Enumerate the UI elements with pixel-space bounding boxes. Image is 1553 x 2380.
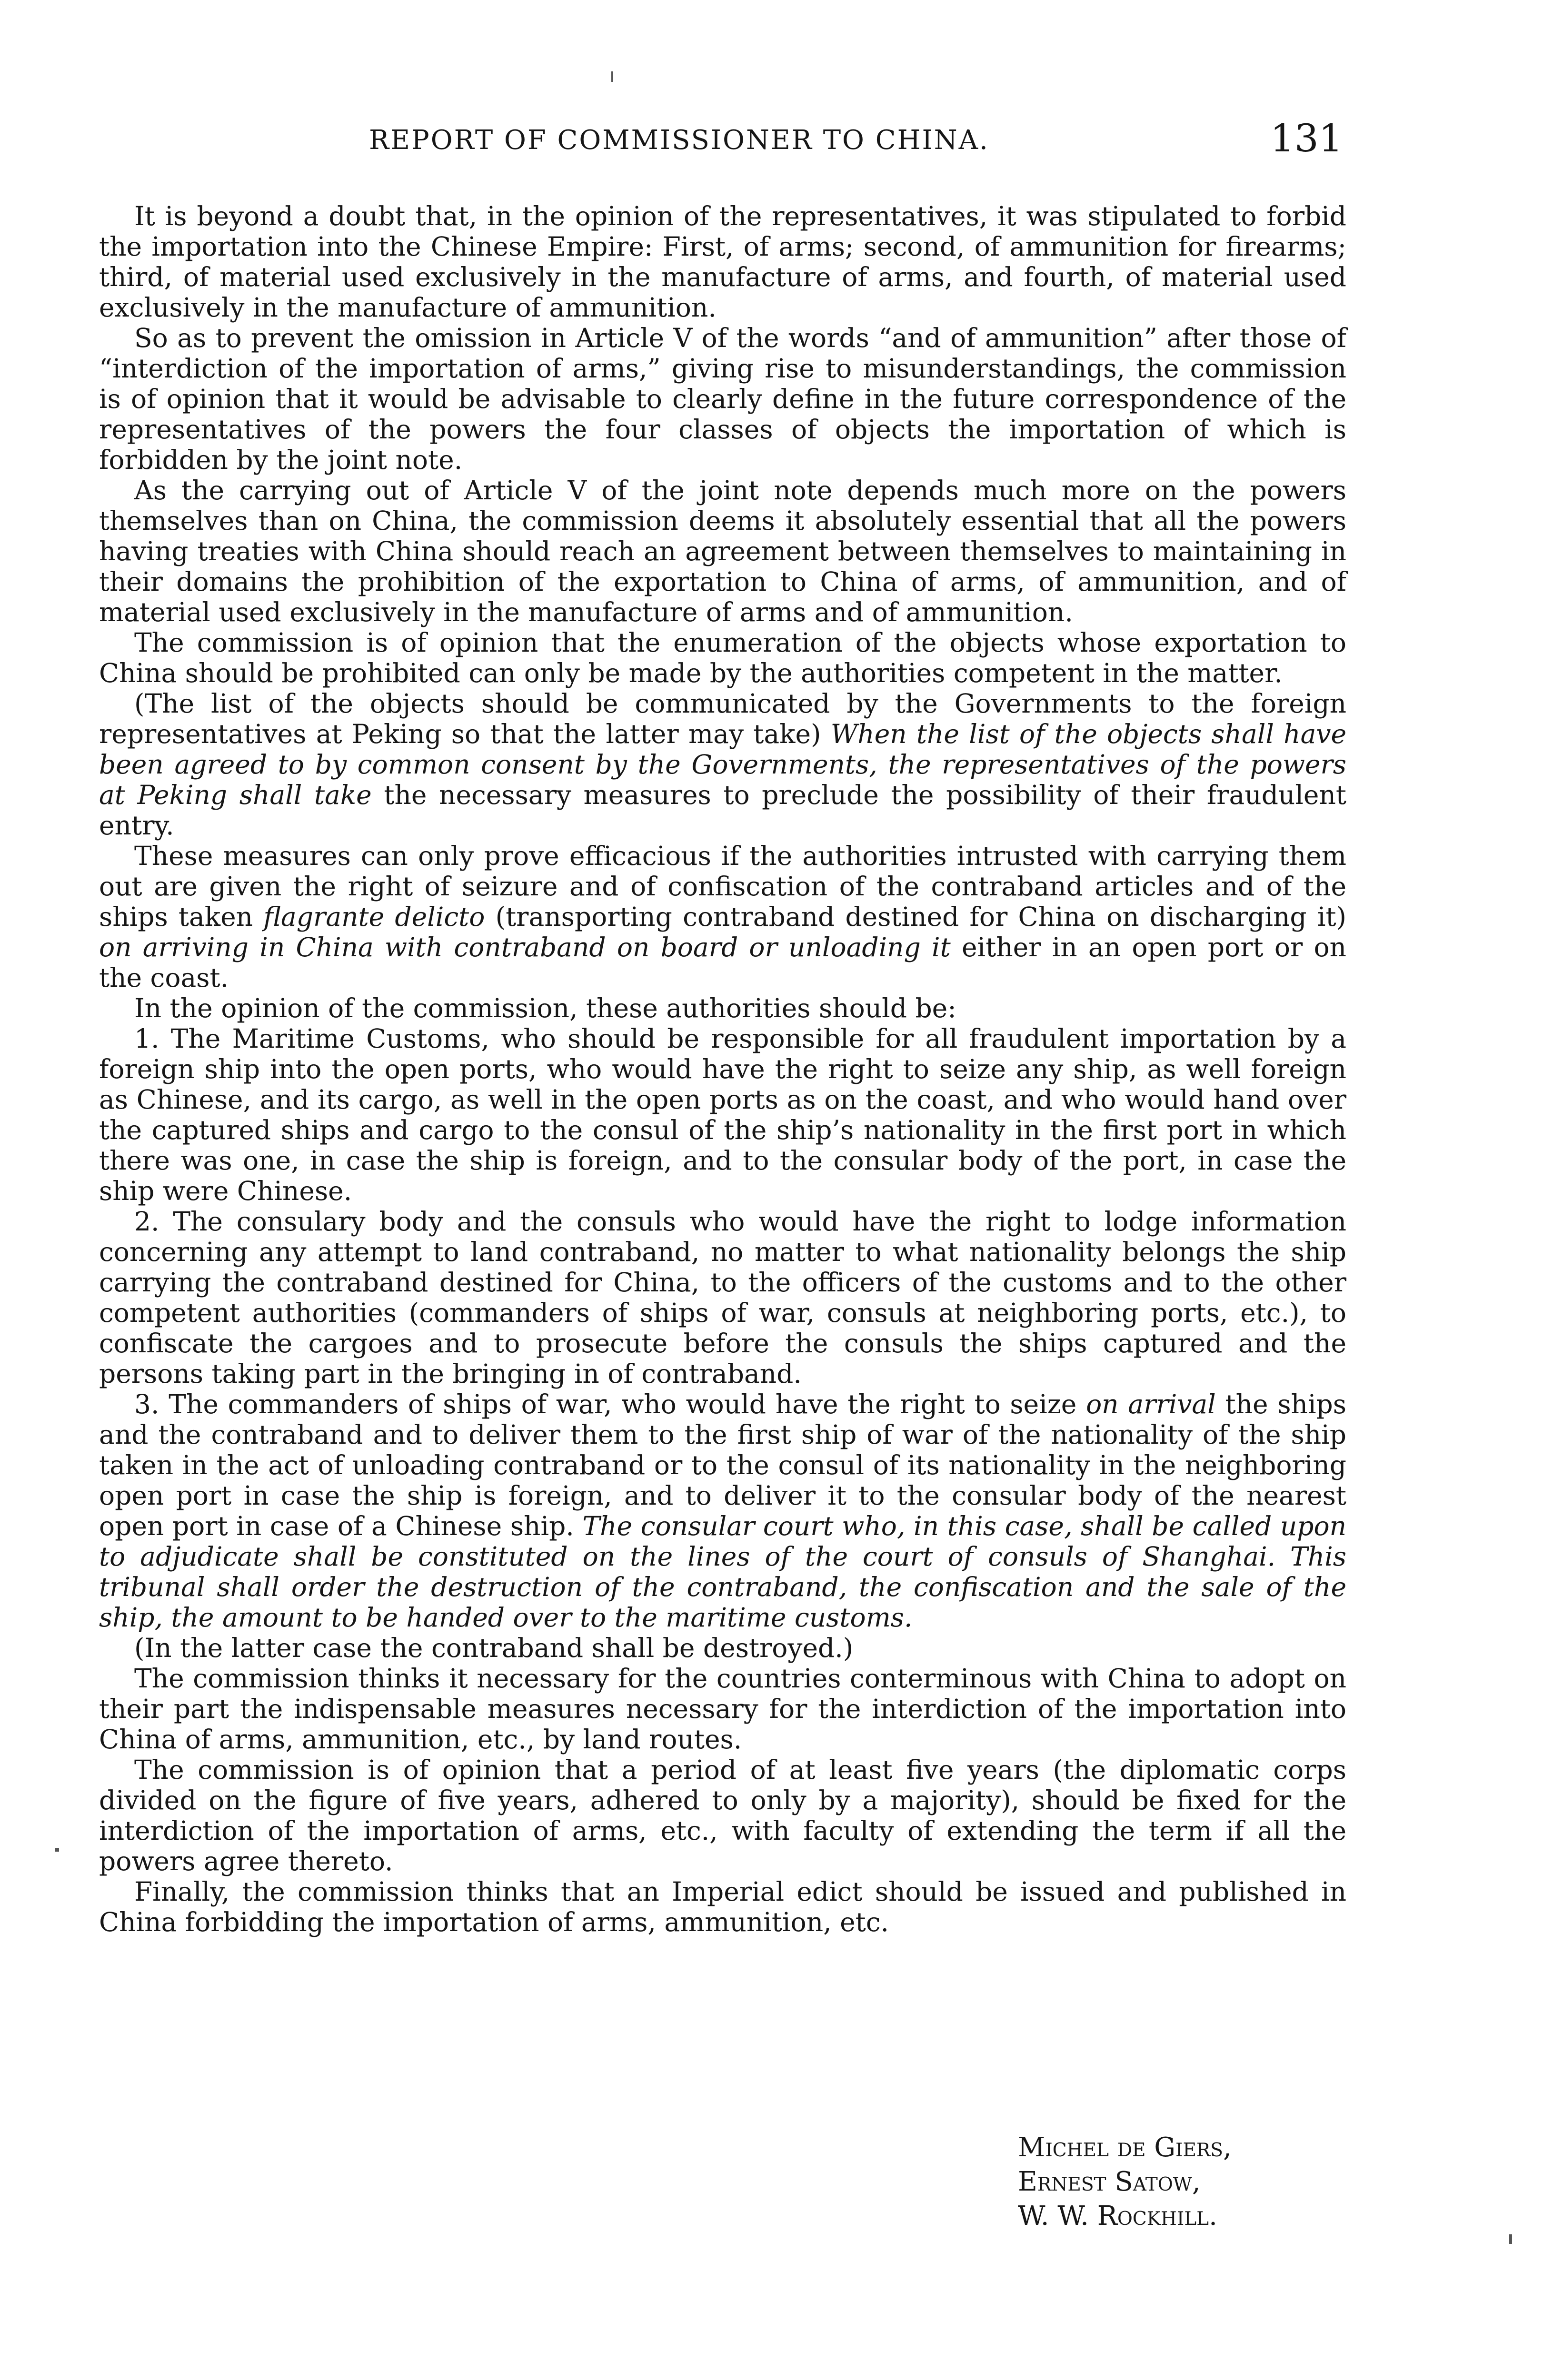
page-number: 131 — [1270, 116, 1343, 160]
signature-block — [1018, 2131, 1232, 2233]
italic-text-run: on arriving in China with contraband on board or unloading it — [99, 932, 951, 962]
body-paragraph — [99, 841, 1346, 993]
text-run: (transporting contraband destined for China on discharging it) — [485, 902, 1346, 932]
report-body — [99, 201, 1346, 1937]
body-paragraph — [99, 475, 1346, 627]
italic-text-run: When the list of the objects shall have been agreed to by common consent by the Governments, the representatives of the powers at Peking shall take — [99, 719, 1346, 810]
text-run: Finally, the commission thinks that an Imperial edict should be issued and published in China forbidding the importation of arms, ammunition, etc. — [99, 1876, 1346, 1937]
body-paragraph — [99, 201, 1346, 323]
text-run: either in an open port or on the coast. — [99, 932, 1346, 993]
text-run: (In the latter case the contraband shall be destroyed.) — [134, 1633, 854, 1663]
running-title: REPORT OF COMMISSIONER TO CHINA. — [369, 125, 989, 156]
text-run: It is beyond a doubt that, in the opinion of the representatives, it was stipulated to forbid the importation into the Chinese Empire: First, of arms; second, of ammunition for firearms; third, of material used exclusively in the manufacture of arms, and fourth, of material used exclusively in the manufacture of ammunition. — [99, 201, 1346, 323]
signatory-name: Ernest Satow, — [1018, 2166, 1201, 2197]
scan-speck — [611, 71, 613, 82]
text-run: the necessary measures to preclude the possibility of their fraudulent entry. — [99, 780, 1346, 841]
text-run: As the carrying out of Article V of the joint note depends much more on the powers themselves than on China, the commission deems it absolutely essential that all the powers having treaties with China should reach an agreement between themselves to maintaining in their domains the prohibition of the exportation to China of arms, of ammunition, and of material used exclusively in the manufacture of arms and of ammunition. — [99, 475, 1346, 627]
signatory-name: W. W. Rockhill. — [1018, 2201, 1217, 2231]
text-run: the ships and the contraband and to deliver them to the first ship of war of the nationality of the ship taken in the act of unloading contraband or to the consul of its nationality in the neighboring open port in case the ship is foreign, and to deliver it to the consular body of the nearest open port in case of a Chinese ship. — [99, 1389, 1346, 1541]
body-paragraph — [99, 1206, 1346, 1389]
body-paragraph — [99, 1023, 1346, 1206]
body-paragraph — [99, 1389, 1346, 1633]
text-run: 3. The commanders of ships of war, who would have the right to seize — [134, 1389, 1086, 1419]
italic-text-run: on arrival — [1086, 1389, 1216, 1419]
text-run: The commission thinks it necessary for the countries conterminous with China to adopt on their part the indispensable measures necessary for the interdiction of the importation into China of arms, ammunition, etc., by land routes. — [99, 1663, 1346, 1755]
body-paragraph — [99, 688, 1346, 841]
text-run: In the opinion of the commission, these authorities should be: — [134, 993, 956, 1023]
text-run: (The list of the objects should be communicated by the Governments to the foreign representatives at Peking so that the latter may take) — [99, 688, 1346, 749]
italic-text-run: The consular court who, in this case, shall be called upon to adjudicate shall be constituted on the lines of the court of consuls of Shanghai. This tribunal shall order the destruction of the contraband, the confiscation and the sale of the ship, the amount to be handed over to the maritime customs. — [99, 1511, 1346, 1633]
body-paragraph — [99, 993, 1346, 1023]
text-run: 1. The Maritime Customs, who should be responsible for all fraudulent importation by a foreign ship into the open ports, who would have the right to seize any ship, as well foreign as Chinese, and its cargo, as well in the open ports as on the coast, and who would hand over the captured ships and cargo to the consul of the ship’s nationality in the first port in which there was one, in case the ship is foreign, and to the consular body of the port, in case the ship were Chinese. — [99, 1023, 1346, 1206]
text-run: These measures can only prove efficacious if the authorities intrusted with carrying them out are given the right of seizure and of confiscation of the contraband articles and of the ships taken — [99, 841, 1346, 932]
text-run: So as to prevent the omission in Article V of the words “and of ammunition” after those of “interdiction of the importation of arms,” giving rise to misunderstandings, the commission is of opinion that it would be advisable to clearly define in the future correspondence of the representatives of the powers the four classes of objects the importation of which is forbidden by the joint note. — [99, 323, 1346, 475]
text-run: The commission is of opinion that the enumeration of the objects whose exportation to China should be prohibited can only be made by the authorities competent in the matter. — [99, 627, 1346, 688]
body-paragraph — [99, 1663, 1346, 1755]
text-run: 2. The consulary body and the consuls who would have the right to lodge information concerning any attempt to land contraband, no matter to what nationality belongs the ship carrying the contraband destined for China, to the officers of the customs and to the other competent authorities (commanders of ships of war, consuls at neighboring ports, etc.), to confiscate the cargoes and to prosecute before the consuls the ships captured and the persons taking part in the bringing in of contraband. — [99, 1206, 1346, 1389]
italic-text-run: flagrante delicto — [263, 902, 485, 932]
body-paragraph — [99, 1633, 1346, 1663]
body-paragraph — [99, 1755, 1346, 1876]
scan-speck — [1509, 2234, 1512, 2244]
text-run: The commission is of opinion that a period of at least five years (the diplomatic corps divided on the figure of five years, adhered to only by a majority), should be fixed for the interdiction of the importation of arms, etc., with faculty of extending the term if all the powers agree thereto. — [99, 1755, 1346, 1876]
scan-speck — [55, 1848, 59, 1852]
body-paragraph — [99, 627, 1346, 688]
signatory-name: Michel de Giers, — [1018, 2132, 1232, 2163]
body-paragraph — [99, 323, 1346, 475]
body-paragraph — [99, 1876, 1346, 1937]
